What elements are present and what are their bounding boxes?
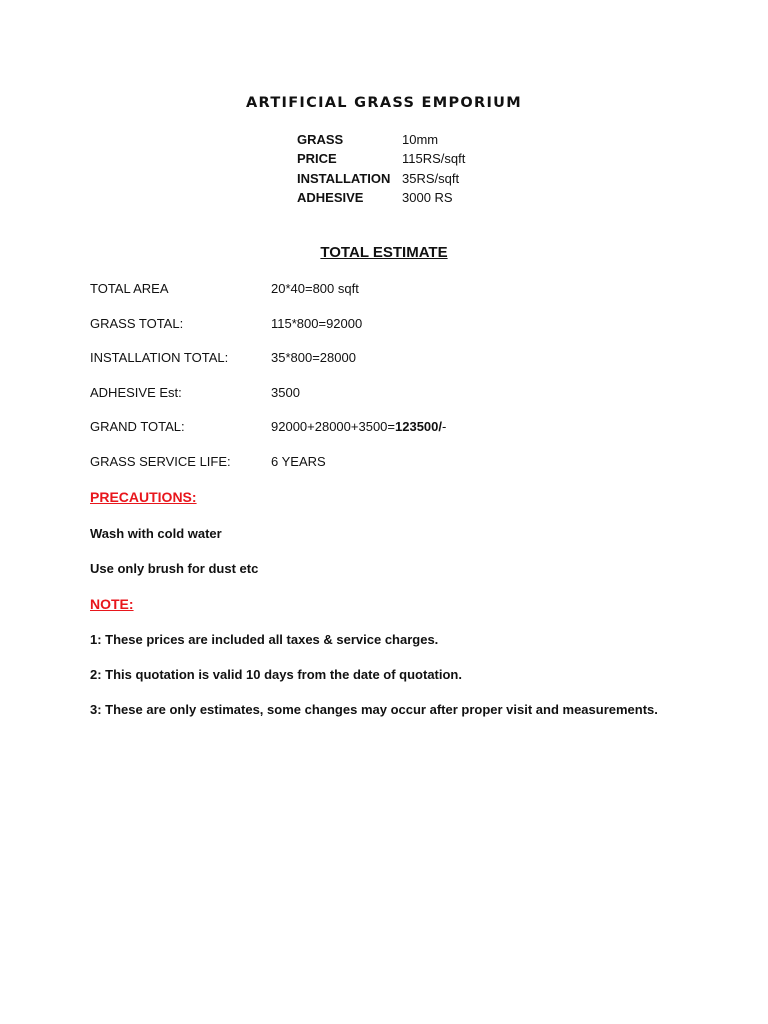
spec-value: 35RS/sqft <box>402 170 460 186</box>
estimate-label: TOTAL AREA <box>90 281 169 296</box>
spec-row-adhesive <box>297 190 465 209</box>
spec-label: PRICE <box>297 151 337 167</box>
spec-label: INSTALLATION <box>297 170 391 186</box>
spec-label: ADHESIVE <box>297 189 364 205</box>
note-item: 2: This quotation is valid 10 days from the date of quotation. <box>90 667 462 682</box>
spec-value: 3000 RS <box>402 189 453 205</box>
note-item: 3: These are only estimates, some changes may occur after proper visit and measurements. <box>90 702 658 717</box>
estimate-row-grass-total <box>90 316 446 351</box>
estimate-label: GRAND TOTAL: <box>90 419 185 435</box>
spec-value: 115RS/sqft <box>402 151 466 167</box>
spec-label: GRASS <box>297 132 344 147</box>
grand-total-value <box>271 419 446 454</box>
precautions-heading: PRECAUTIONS: <box>90 489 197 505</box>
estimate-value: 115*800=92000 <box>271 315 363 331</box>
estimate-value: 20*40=800 sqft <box>271 281 359 296</box>
spec-row-installation <box>297 171 465 190</box>
estimate-value: 3500 <box>271 384 300 400</box>
estimate-value: 35*800=28000 <box>271 350 356 366</box>
estimate-row-total-area <box>90 281 446 316</box>
spec-value: 10mm <box>402 132 439 147</box>
estimate-value: 6 YEARS <box>271 453 326 469</box>
grand-total-suffix: - <box>442 419 447 435</box>
spec-table <box>297 132 465 209</box>
spec-row-price <box>297 151 465 170</box>
page-title: ARTIFICIAL GRASS EMPORIUM <box>246 95 522 111</box>
estimate-row-grand-total <box>90 419 446 454</box>
estimate-label: INSTALLATION TOTAL: <box>90 350 229 366</box>
estimate-label: ADHESIVE Est: <box>90 384 182 400</box>
estimate-table <box>90 281 446 489</box>
grand-total-amount: 123500/ <box>395 419 442 435</box>
precaution-item: Wash with cold water <box>90 526 222 541</box>
estimate-label: GRASS TOTAL: <box>90 315 184 331</box>
note-heading: NOTE: <box>90 596 134 612</box>
grand-total-formula: 92000+28000+3500= <box>271 419 395 435</box>
estimate-title: TOTAL ESTIMATE <box>320 244 448 261</box>
estimate-row-service-life <box>90 454 446 489</box>
estimate-row-installation-total <box>90 350 446 385</box>
precaution-item: Use only brush for dust etc <box>90 561 259 576</box>
estimate-label: GRASS SERVICE LIFE: <box>90 453 231 469</box>
note-item: 1: These prices are included all taxes & service charges. <box>90 632 439 647</box>
spec-row-grass <box>297 132 465 151</box>
estimate-row-adhesive <box>90 385 446 420</box>
